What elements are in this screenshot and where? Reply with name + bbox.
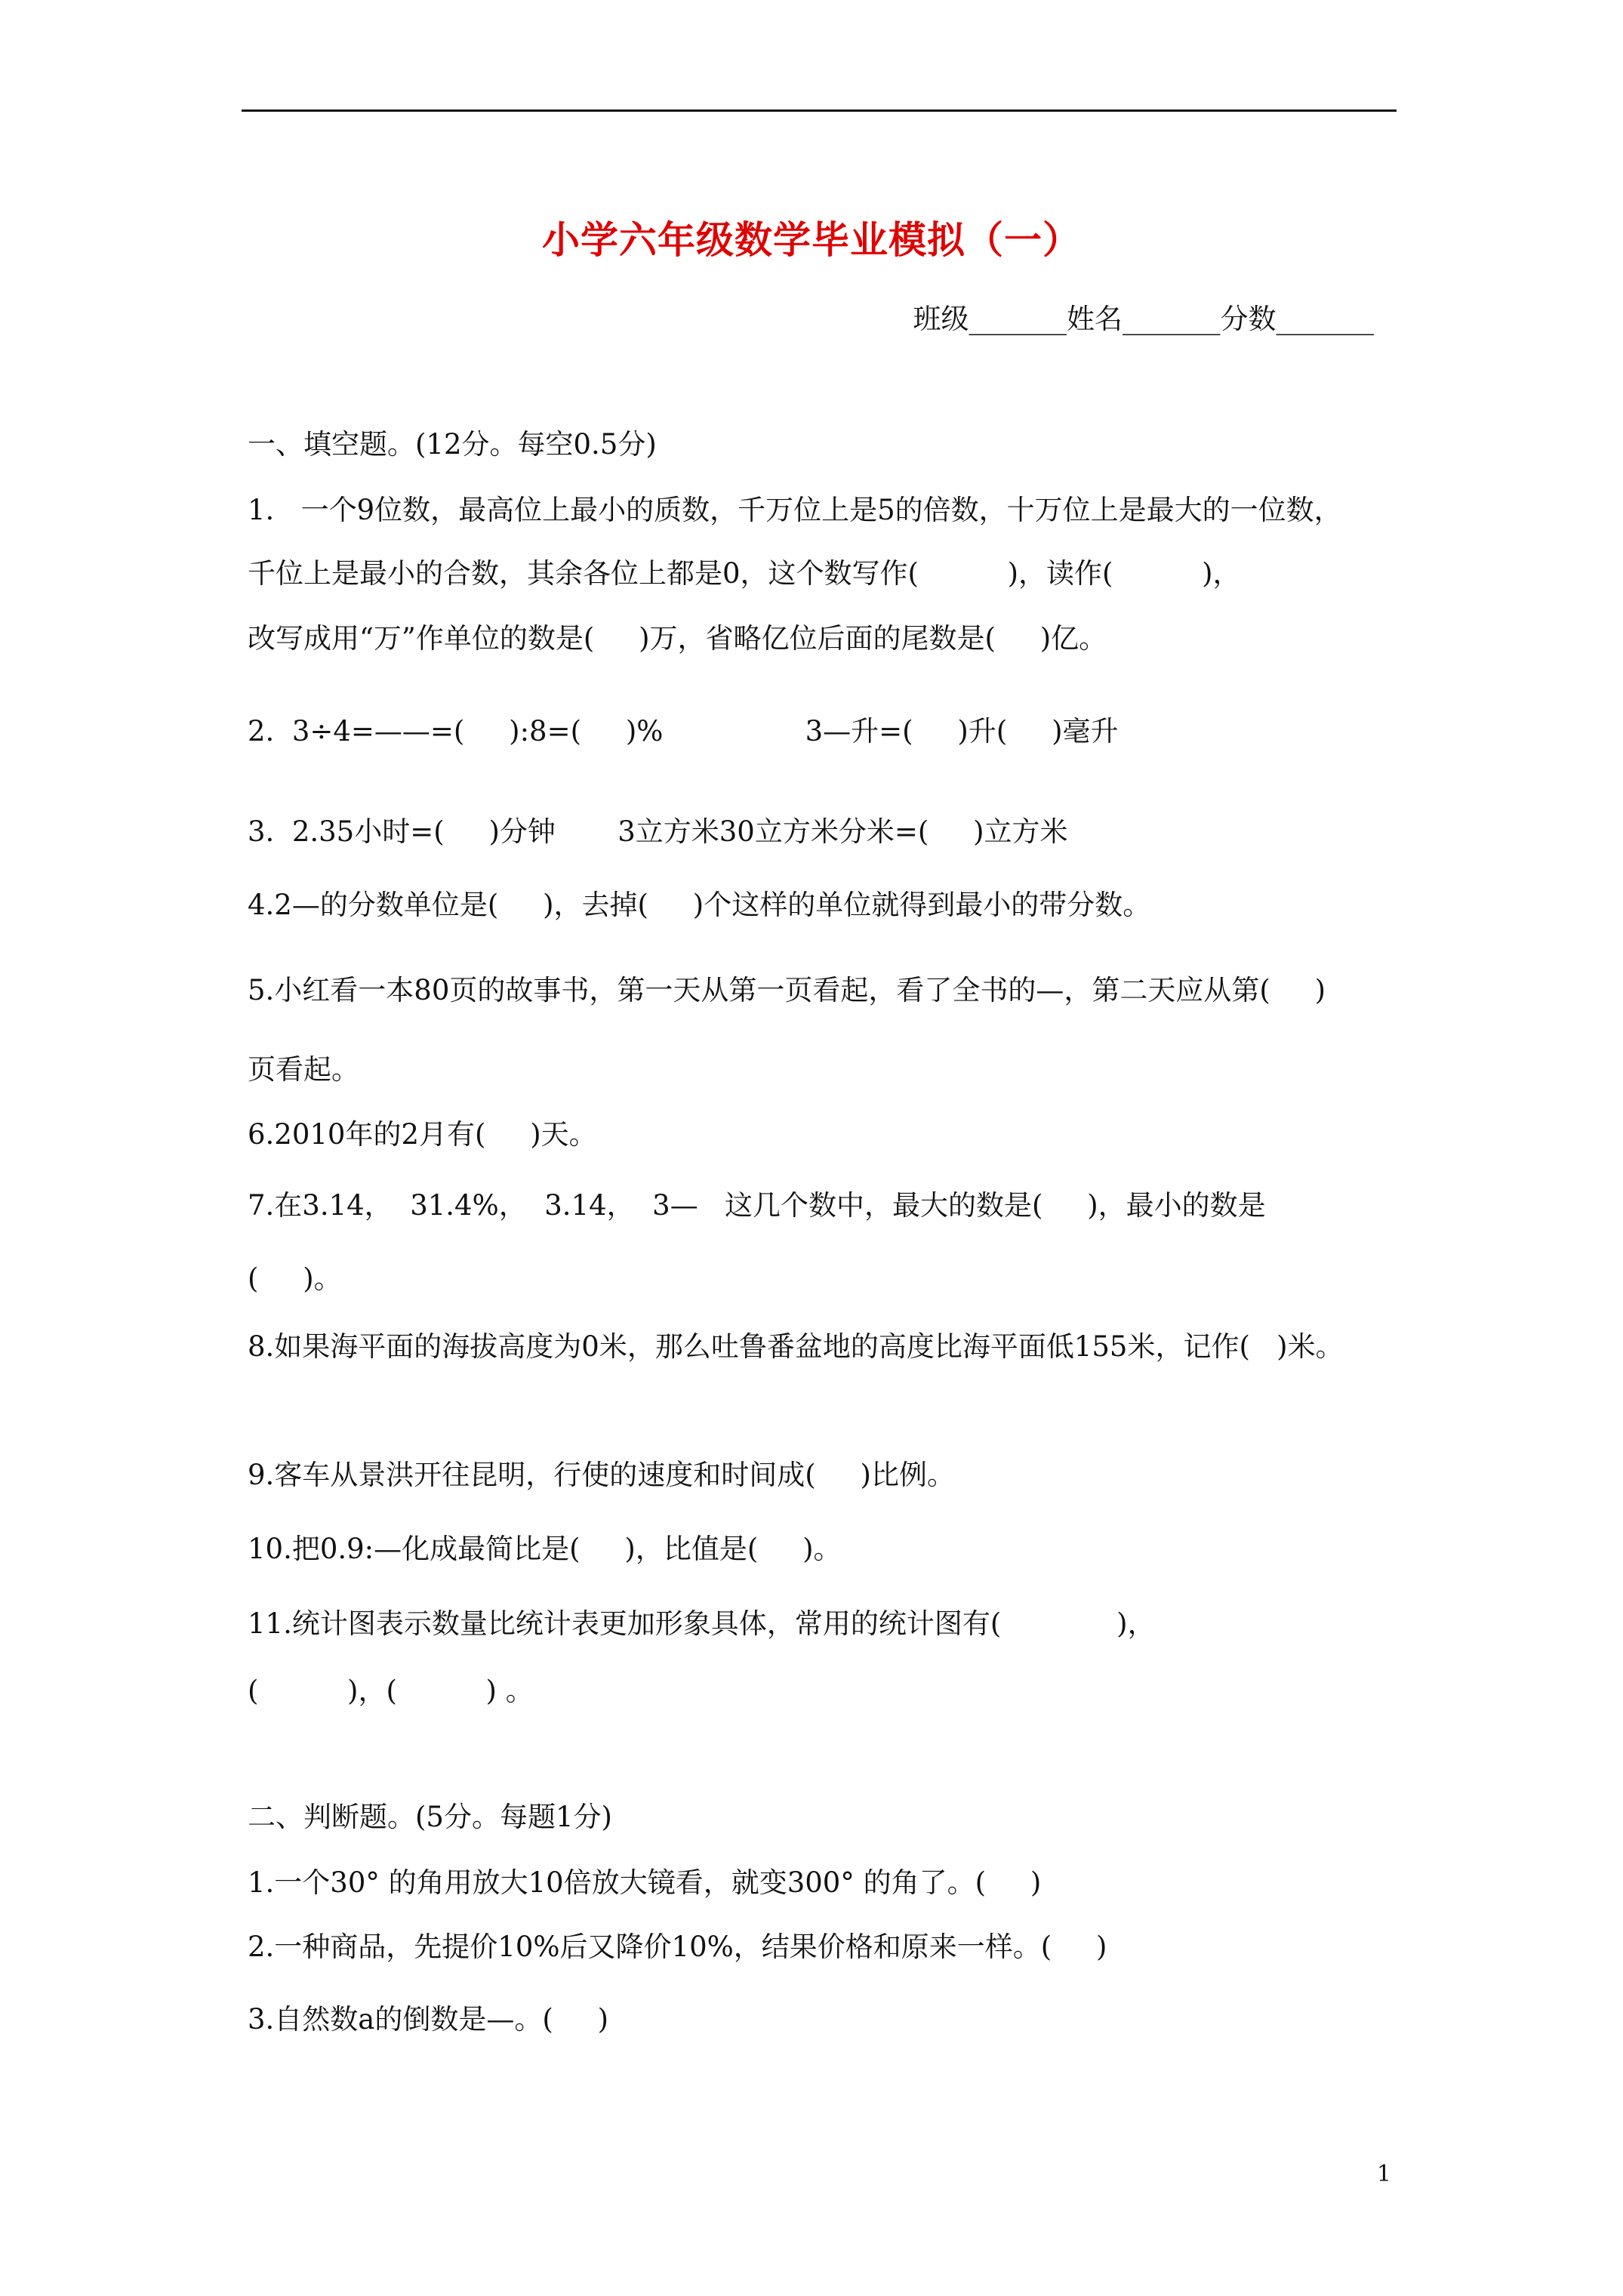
question-line: 页看起。	[248, 1053, 359, 1086]
section-heading-fill-in: 一、填空题。(12分。每空0.5分)	[248, 428, 657, 461]
page-number: 1	[1376, 2161, 1391, 2187]
question-line: 5.小红看一本80页的故事书，第一天从第一页看起，看了全书的—，第二天应从第( )	[248, 974, 1326, 1006]
question-line: 改写成用“万”作单位的数是( )万，省略亿位后面的尾数是( )亿。	[248, 622, 1107, 655]
question-line: 6.2010年的2月有( )天。	[248, 1118, 597, 1151]
question-line: 2. 3÷4=——=( ):8=( )% 3—升=( )升( )毫升	[248, 715, 1119, 747]
question-line: 11.统计图表示数量比统计表更加形象具体，常用的统计图有( )，	[248, 1607, 1156, 1640]
question-line: 4.2—的分数单位是( )，去掉( )个这样的单位就得到最小的带分数。	[248, 889, 1151, 921]
question-line: ( )。	[248, 1262, 342, 1295]
question-line: 7.在3.14， 31.4%， 3.14， 3— 这几个数中，最大的数是( )，最小的数是	[248, 1189, 1266, 1222]
question-line: 2.一种商品，先提价10%后又降价10%，结果价格和原来一样。( )	[248, 1931, 1107, 1963]
question-line: 1.一个30° 的角用放大10倍放大镜看，就变300° 的角了。( )	[248, 1866, 1042, 1899]
question-line: 9.客车从景洪开往昆明，行使的速度和时间成( )比例。	[248, 1459, 955, 1491]
question-line: 10.把0.9:—化成最简比是( )，比值是( )。	[248, 1533, 842, 1565]
header-rule	[242, 109, 1397, 112]
question-line: 千位上是最小的合数，其余各位上都是0，这个数写作( )，读作( )，	[248, 557, 1241, 590]
question-line: ( )，( ) 。	[248, 1675, 534, 1707]
question-line: 8.如果海平面的海拔高度为0米，那么吐鲁番盆地的高度比海平面低155米，记作( )米。	[248, 1330, 1344, 1363]
section-heading-true-false: 二、判断题。(5分。每题1分)	[248, 1801, 612, 1833]
student-info-line: 班级_______姓名_______分数_______	[913, 303, 1374, 335]
question-line: 1. 一个9位数，最高位上最小的质数，千万位上是5的倍数，十万位上是最大的一位数，	[248, 494, 1342, 526]
question-line: 3. 2.35小时=( )分钟 3立方米30立方米分米=( )立方米	[248, 815, 1068, 848]
page-title: 小学六年级数学毕业模拟（一）	[542, 217, 1081, 262]
question-line: 3.自然数a的倒数是—。( )	[248, 2003, 609, 2036]
